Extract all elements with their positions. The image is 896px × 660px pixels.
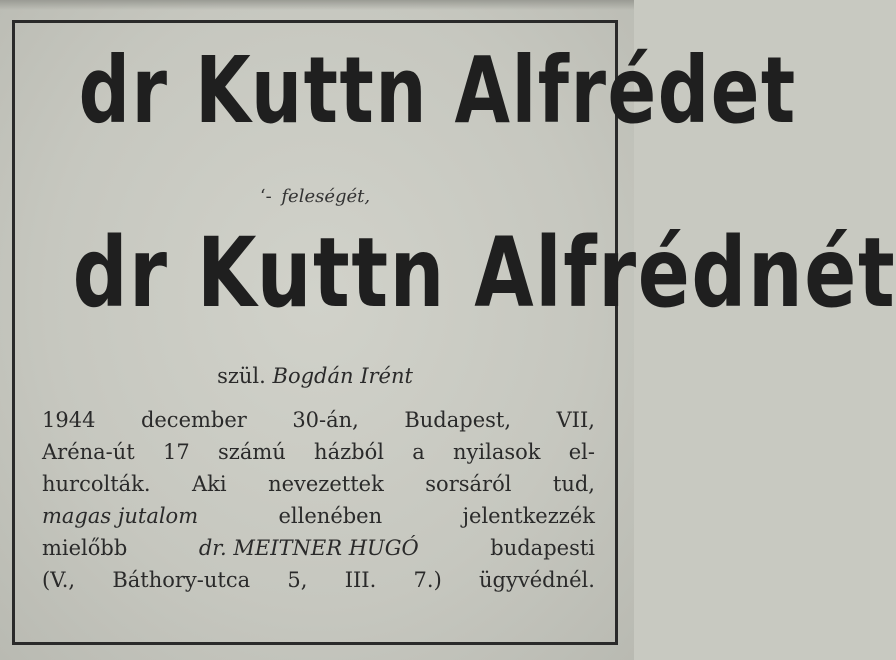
body-word: nyilasok (453, 440, 541, 464)
body-word: 30-án, (292, 408, 359, 432)
body-word: hurcolták. (42, 472, 151, 496)
body-line-1 (42, 404, 595, 436)
headline-wife: dr Kuttn Alfrédnét (72, 217, 896, 329)
body-line-6 (42, 564, 595, 596)
body-line-4 (42, 500, 595, 532)
body-word: jelentkezzék (462, 504, 595, 528)
body-word: 5, (287, 568, 308, 592)
body-word: 1944 (42, 408, 96, 432)
lawyer-name: dr. MEITNER HUGÓ (198, 536, 419, 560)
body-word: mielőbb (42, 536, 128, 560)
page-edge-shadow (0, 0, 634, 10)
body-word: Aki (192, 472, 227, 496)
body-word: budapesti (490, 536, 595, 560)
born-prefix: szül. (217, 364, 266, 388)
maiden-name-line (12, 364, 618, 388)
body-word: el- (568, 440, 595, 464)
body-word: VII, (556, 408, 595, 432)
body-word: nevezettek (268, 472, 384, 496)
body-word: a (412, 440, 425, 464)
body-word: ellenében (278, 504, 383, 528)
body-word: III. (344, 568, 377, 592)
body-word: Báthory-utca (112, 568, 251, 592)
body-word: sorsáról (425, 472, 512, 496)
reward-phrase: magas jutalom (42, 504, 199, 528)
body-line-2 (42, 436, 595, 468)
notice-body (42, 404, 595, 596)
connector-mark: ‘- (259, 186, 272, 207)
body-word: ügyvédnél. (479, 568, 595, 592)
body-word: Aréna-út (42, 440, 135, 464)
body-line-3 (42, 468, 595, 500)
body-word: számú (217, 440, 286, 464)
body-word: házból (314, 440, 384, 464)
body-word: december (140, 408, 247, 432)
body-line-5 (42, 532, 595, 564)
body-word: Budapest, (404, 408, 512, 432)
body-word: tud, (552, 472, 595, 496)
headline-husband: dr Kuttn Alfrédet (78, 37, 797, 144)
body-word: 7.) (413, 568, 442, 592)
connector-text: feleségét, (281, 186, 371, 207)
body-word: 17 (163, 440, 190, 464)
maiden-name: Bogdán Irént (272, 364, 413, 388)
body-word: (V., (42, 568, 76, 592)
connector-line (12, 186, 618, 207)
